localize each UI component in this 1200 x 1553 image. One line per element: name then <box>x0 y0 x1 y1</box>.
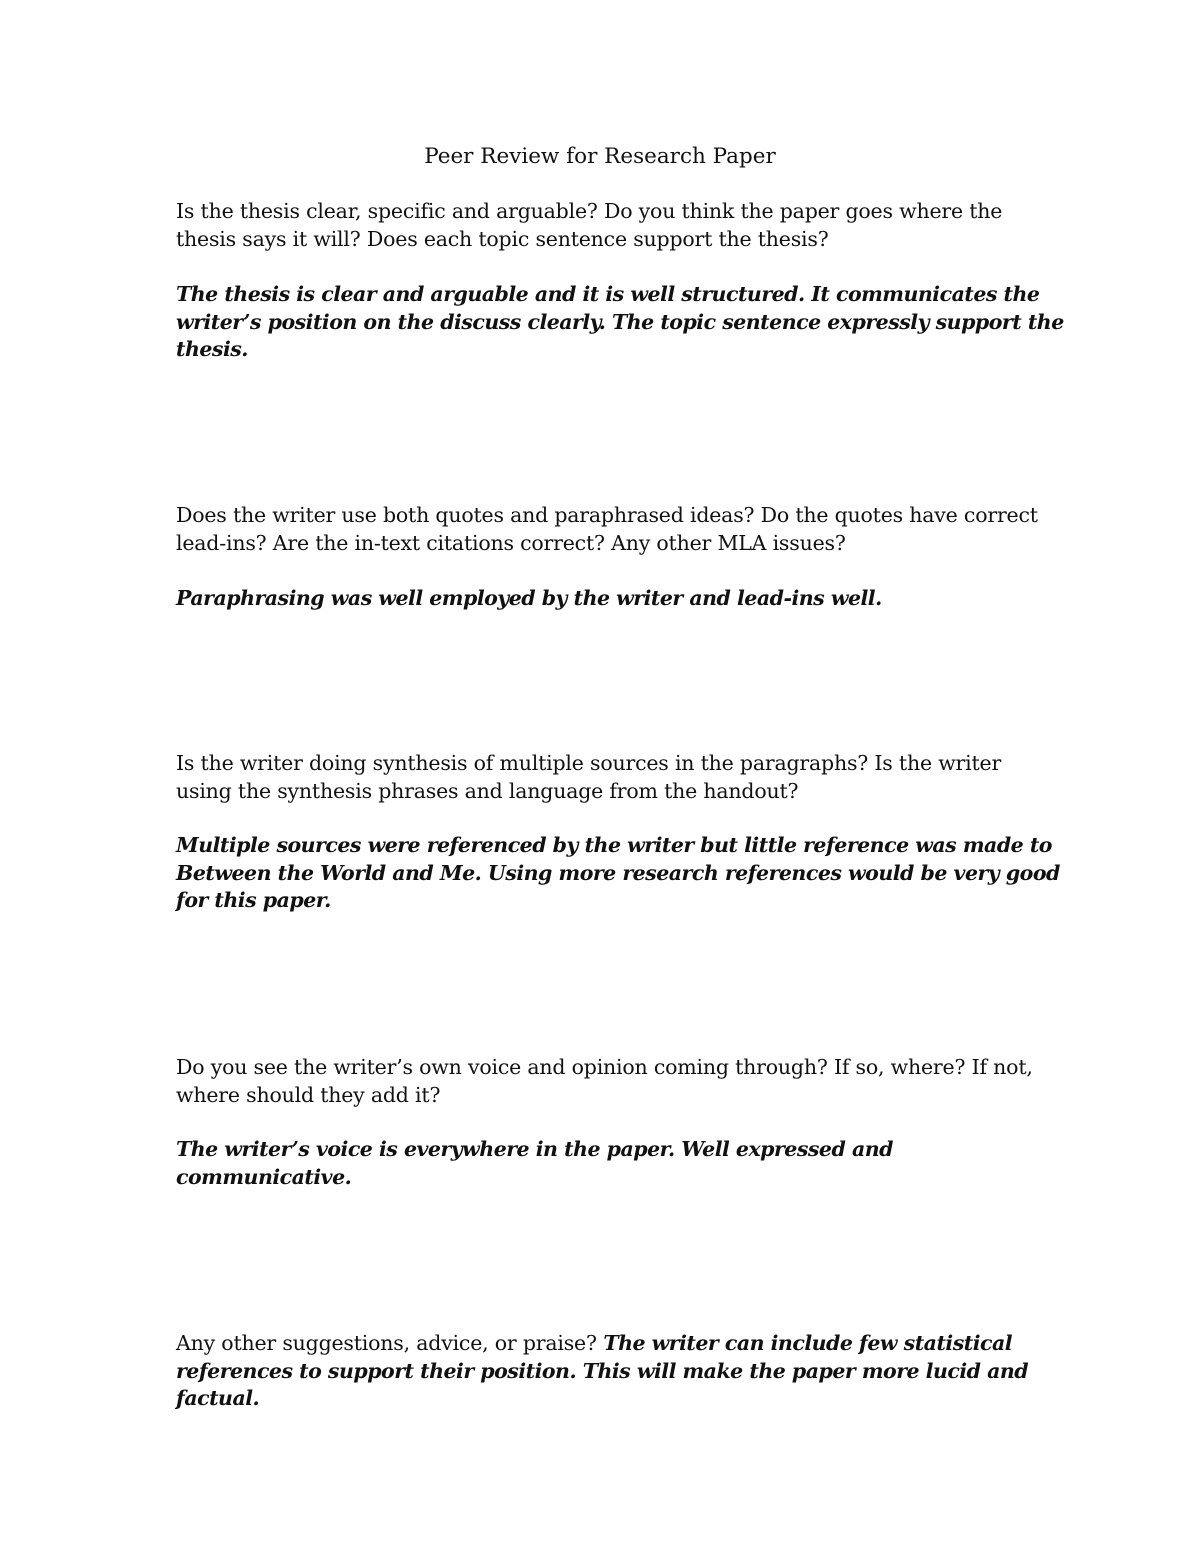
question-4-line-2: where should they add it? <box>176 1082 441 1107</box>
question-5-line-1 <box>176 1330 1036 1358</box>
answer-1-line-3: thesis. <box>176 337 248 361</box>
question-3 <box>176 750 1036 805</box>
answer-5-inline: The writer can include few statistical <box>603 1331 1013 1355</box>
question-3-line-2: using the synthesis phrases and language from the handout? <box>176 778 799 803</box>
question-2 <box>176 502 1036 557</box>
answer-1-line-2: writer’s position on the discuss clearly. The topic sentence expressly support the <box>176 309 1064 334</box>
answer-4-line-1: The writer’s voice is everywhere in the paper. Well expressed and <box>176 1137 893 1161</box>
answer-4 <box>176 1136 1036 1191</box>
answer-1 <box>176 281 1064 364</box>
answer-3-line-1: Multiple sources were referenced by the writer but little reference was made to <box>176 833 1052 857</box>
answer-1-line-1: The thesis is clear and arguable and it is well structured. It communicates the <box>176 282 1040 306</box>
question-1 <box>176 198 1036 253</box>
question-4 <box>176 1054 1036 1109</box>
question-3-line-1: Is the writer doing synthesis of multiple sources in the paragraphs? Is the writer <box>176 751 1002 775</box>
answer-5-line-3: factual. <box>176 1386 260 1410</box>
question-1-line-2: thesis says it will? Does each topic sentence support the thesis? <box>176 226 829 251</box>
question-2-line-2: lead-ins? Are the in-text citations correct? Any other MLA issues? <box>176 530 846 555</box>
question-5 <box>176 1330 1036 1413</box>
answer-3-line-3: for this paper. <box>176 888 331 912</box>
question-4-line-1: Do you see the writer’s own voice and opinion coming through? If so, where? If not, <box>176 1055 1033 1079</box>
answer-2-line-1: Paraphrasing was well employed by the writer and lead-ins well. <box>176 586 882 610</box>
question-5-text: Any other suggestions, advice, or praise? <box>176 1331 597 1355</box>
answer-3 <box>176 832 1060 915</box>
document-title: Peer Review for Research Paper <box>424 144 776 169</box>
answer-5-line-2: references to support their position. This will make the paper more lucid and <box>176 1358 1029 1383</box>
question-1-line-1: Is the thesis clear, specific and arguable? Do you think the paper goes where the <box>176 199 1003 223</box>
question-2-line-1: Does the writer use both quotes and paraphrased ideas? Do the quotes have correct <box>176 503 1038 527</box>
answer-4-line-2: communicative. <box>176 1164 352 1189</box>
answer-3-line-2: Between the World and Me. Using more research references would be very good <box>176 860 1060 885</box>
answer-2 <box>176 585 1036 613</box>
